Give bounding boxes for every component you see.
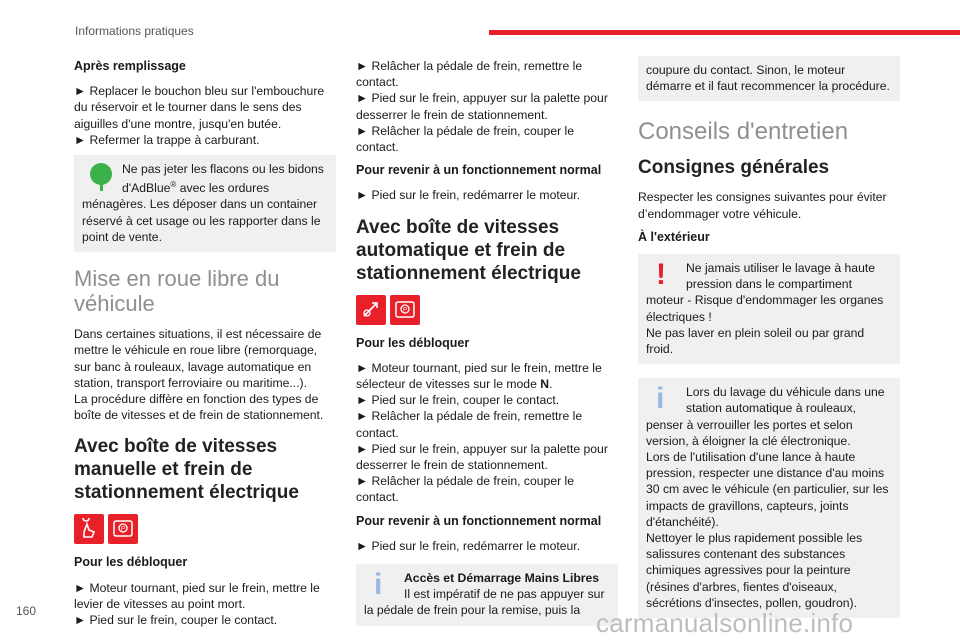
exterior-title: À l'extérieur (638, 229, 710, 244)
normal-title-2: Pour revenir à un fonctionnement normal (356, 513, 602, 528)
hands-free-note (356, 564, 618, 626)
normal-title: Pour revenir à un fonctionnement normal (356, 163, 602, 178)
info-icon: i (374, 568, 383, 602)
parking-brake-icon (108, 514, 138, 544)
header-accent-bar (489, 30, 960, 35)
header-section-title: Informations pratiques (75, 24, 194, 38)
warning-icon: ! (656, 258, 666, 292)
column-2 (356, 58, 618, 640)
auto-selector-icon (356, 295, 386, 325)
hands-free-note-continued-text: coupure du contact. Sinon, le moteur démarre et il faut recommencer la procédure. (646, 63, 890, 94)
after-fill-title: Après remplissage (74, 59, 186, 73)
maintenance-heading: Conseils d'entretien (638, 118, 849, 146)
pressure-warning-note (638, 254, 900, 364)
page-number: 160 (16, 604, 37, 618)
after-fill-text: ► Replacer le bouchon bleu sur l'embouchure du réservoir et le tourner dans le sens des aiguilles d'une montre, jusqu'en butée. ► Refermer la trappe à carburant. (74, 84, 325, 147)
general-text: Respecter les consignes suivantes pour éviter d’endommager votre véhicule. (638, 190, 887, 221)
hands-free-title: Accès et Démarrage Mains Libres (404, 571, 600, 586)
washing-info-note (638, 378, 900, 618)
normal-text: ► Pied sur le frein, redémarrer le moteur. (356, 188, 581, 203)
freewheel-heading: Mise en roue libre du véhicule (74, 266, 280, 317)
auto-icons (356, 295, 618, 325)
unlock-text: ► Moteur tournant, pied sur le frein, mettre le levier de vitesses au point mort. ► Pied sur le frein, couper le contact. (74, 580, 320, 627)
normal-text-2: ► Pied sur le frein, redémarrer le moteur. (356, 538, 581, 553)
gear-lever-icon (74, 514, 104, 544)
general-heading: Consignes générales (638, 157, 830, 179)
column-3 (638, 56, 900, 632)
washing-info-text: Lors du lavage du véhicule dans une station automatique à rouleaux, penser à verrouiller les portes et selon version, à éloigner la clé électronique. Lors de l'utilisation d'une lance à haute pression, respecter une distance d'au moins 30 cm avec le véhicule (en particulier, sur les impacts de gravillons, capteurs, joints d'étanchéité). Nettoyer le plus rapidement possible les salissures contenant des substances chimiques agressives pour la peinture (résines d'arbres, fientes d'oiseaux, sécrétions d'insectes, pollen, goudron). (646, 385, 889, 610)
unlock-auto-text: ► Moteur tournant, pied sur le frein, mettre le sélecteur de vitesses sur le mode N. ► Pied sur le frein, couper le contact. ► Relâcher la pédale de frein, remettre le contact. ► Pied sur le frein, appuyer sur la palette pour desserrer le frein de stationnement. ► Relâcher la pédale de frein, couper le contact. (356, 360, 608, 505)
svg-text:P: P (403, 307, 408, 314)
leaf-icon (82, 161, 116, 193)
watermark: carmanualsonline.info (596, 608, 854, 638)
unlock-title: Pour les débloquer (74, 555, 188, 570)
manual-icons (74, 514, 336, 544)
cont-steps-text: ► Relâcher la pédale de frein, remettre le contact. ► Pied sur le frein, appuyer sur la palette pour desserrer le frein de stationnement. ► Relâcher la pédale de frein, couper le contact. (356, 59, 608, 155)
svg-text:P: P (121, 526, 126, 533)
column-1 (74, 58, 336, 635)
parking-brake-icon (390, 295, 420, 325)
environment-note (74, 155, 336, 252)
hands-free-note-continued (638, 56, 900, 101)
pressure-warning-text: Ne jamais utiliser le lavage à haute pression dans le compartiment moteur - Risque d'endommager les organes électriques ! Ne pas laver en plein soleil ou par grand froid. (646, 261, 884, 357)
environment-note-text: Ne pas jeter les flacons ou les bidons d'AdBlue® avec les ordures ménagères. Les déposer dans un container réservé à cet usage ou les rapporter dans le point de vente. (82, 162, 324, 244)
unlock-title-auto: Pour les débloquer (356, 335, 470, 350)
auto-gearbox-heading: Avec boîte de vitesses automatique et frein de stationnement électrique (356, 216, 581, 284)
manual-gearbox-heading: Avec boîte de vitesses manuelle et frein de stationnement électrique (74, 436, 299, 504)
hands-free-text: Il est impératif de ne pas appuyer sur la pédale de frein pour la remise, puis la (364, 587, 605, 618)
freewheel-text: Dans certaines situations, il est nécessaire de mettre le véhicule en roue libre (remorquage, sur banc à rouleaux, lavage automatique en station, transport ferroviaire ou maritime...). La procédure diffère en fonction des types de boîte de vitesses et de frein de stationnement. (74, 327, 324, 423)
info-icon: i (656, 382, 665, 416)
